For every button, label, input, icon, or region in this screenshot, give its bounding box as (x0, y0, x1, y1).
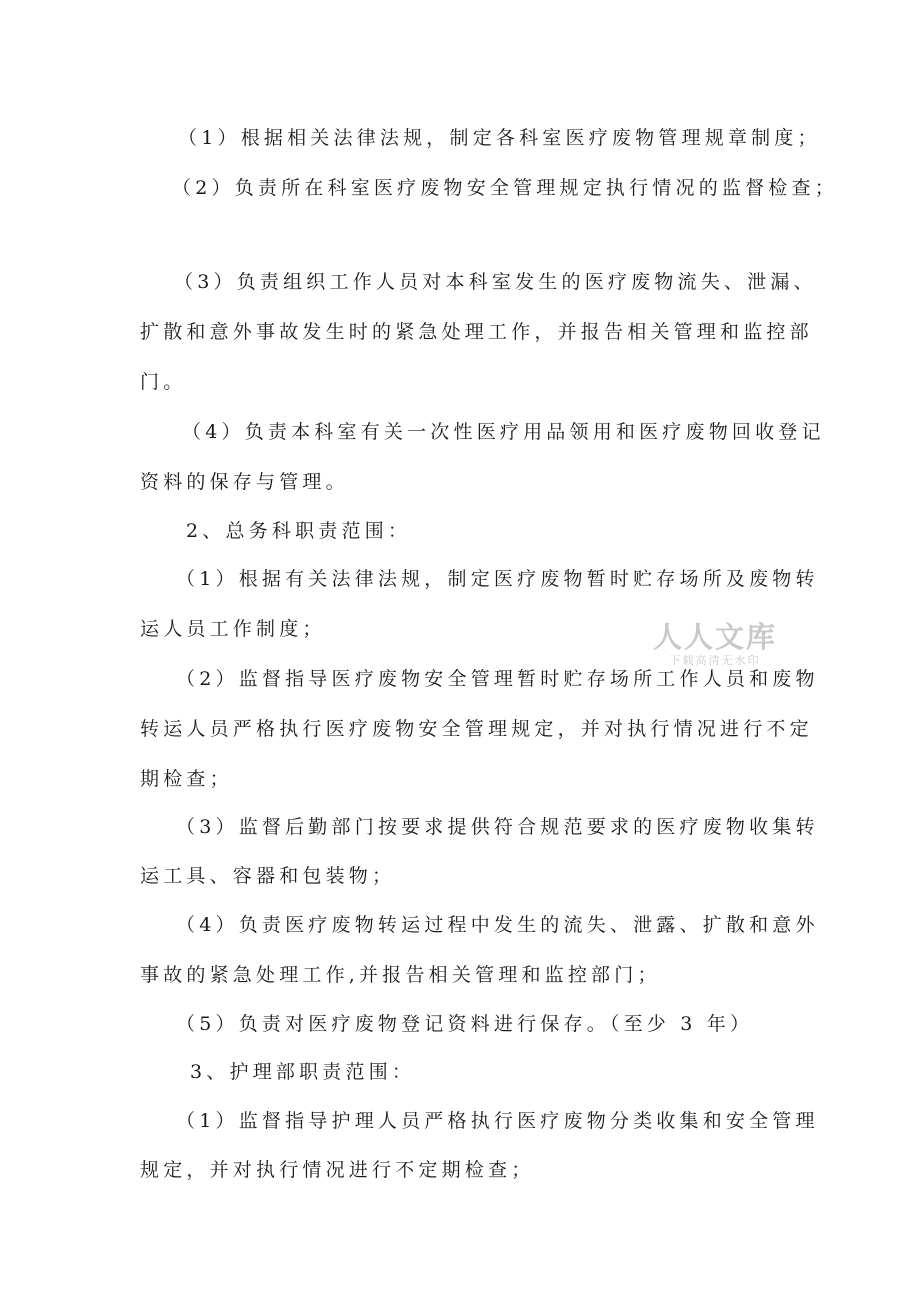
text-line: 扩散和意外事故发生时的紧急处理工作，并报告相关管理和监控部 (140, 321, 813, 343)
text-line: （3）负责组织工作人员对本科室发生的医疗废物流失、泄漏、 (174, 271, 817, 293)
text-line: （4）负责本科室有关一次性医疗用品领用和医疗废物回收登记 (182, 421, 825, 443)
text-line: （1）根据有关法律法规，制定医疗废物暂时贮存场所及废物转 (176, 568, 819, 590)
section-heading: 3、护理部职责范围： (190, 1061, 416, 1083)
text-line: （1）根据相关法律法规，制定各科室医疗废物管理规章制度； (178, 127, 821, 149)
text-line: 期检查； (140, 768, 233, 790)
text-line: 资料的保存与管理。 (140, 471, 349, 493)
text-line: （2）监督指导医疗废物安全管理暂时贮存场所工作人员和废物 (176, 668, 819, 690)
text-line: 门。 (140, 371, 187, 393)
text-line: 事故的紧急处理工作,并报告相关管理和监控部门； (140, 964, 661, 986)
text-line: 规定，并对执行情况进行不定期检查； (140, 1159, 535, 1181)
watermark-title: 人人文库 (652, 620, 777, 654)
text-line: 转运人员严格执行医疗废物安全管理规定，并对执行情况进行不定 (140, 718, 813, 740)
section-heading: 2、总务科职责范围： (186, 520, 412, 542)
text-line: （3）监督后勤部门按要求提供符合规范要求的医疗废物收集转 (176, 816, 819, 838)
watermark-logo (640, 620, 790, 668)
text-line: （2）负责所在科室医疗废物安全管理规定执行情况的监督检查； (172, 177, 838, 199)
text-line: （1）监督指导护理人员严格执行医疗废物分类收集和安全管理 (176, 1110, 819, 1132)
text-line: 运人员工作制度； (140, 618, 326, 640)
watermark-subtitle: 下载高清无水印 (669, 654, 761, 667)
text-line: （5）负责对医疗废物登记资料进行保存。（至少 3 年） (176, 1013, 754, 1035)
text-line: 运工具、容器和包装物； (140, 865, 396, 887)
text-line: （4）负责医疗废物转运过程中发生的流失、泄露、扩散和意外 (176, 914, 819, 936)
